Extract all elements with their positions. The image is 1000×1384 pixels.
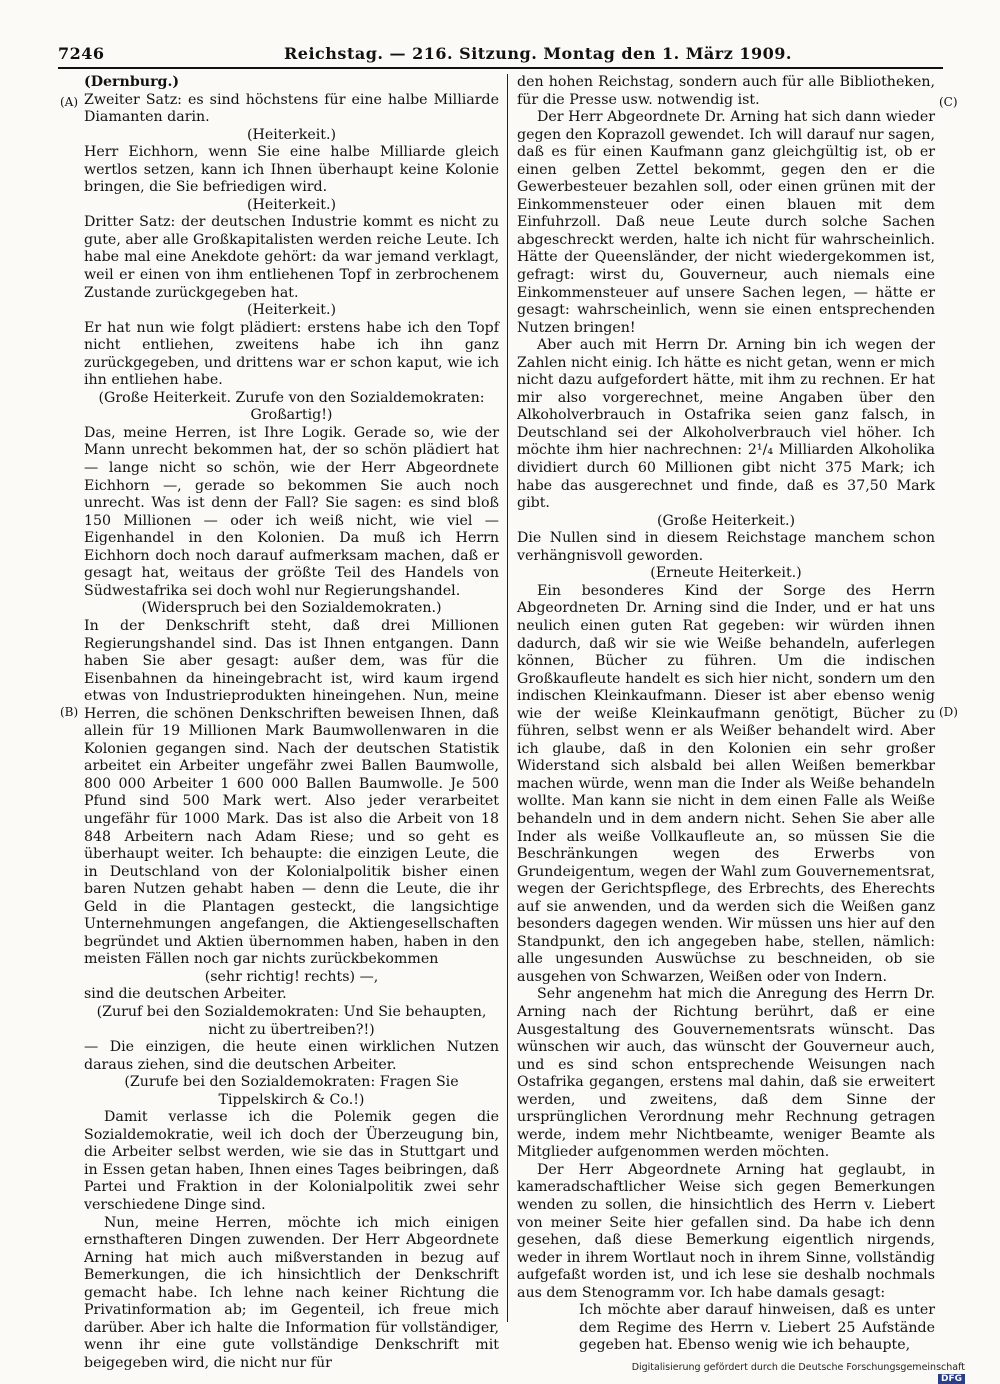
paragraph: Die Nullen sind in diesem Reichstage manchem schon verhängnisvoll geworden. [517, 530, 935, 564]
paragraph: In der Denkschrift steht, daß drei Millionen Regierungshandel sind. Das ist Ihnen entgangen. Dann haben Sie aber gesagt: außer dem, was für die Eisenbahnen da hineingebracht ist, wird kaum irgend etwas von Industrieprodukten hineingehen. Nun, meine Herren, die schönen Denkschriften beweisen Ihnen, daß allein für 19 Millionen Mark Baumwollenwaren in die Kolonien gegangen sind. Nach der deutschen Statistik arbeitet ein Arbeiter ungefähr zwei Ballen Baumwolle, 800 000 Arbeiter 1 600 000 Ballen Baumwolle. Je 500 Pfund sind 500 Mark wert. Also jeder verarbeitet ungefähr für 1000 Mark. Das ist also die Arbeit von 18 848 Arbeitern nach Adam Riese; und so geht es überhaupt weiter. Ich behaupte: die einzigen Leute, die in Deutschland von der Kolonialpolitik bisher einen baren Nutzen gehabt haben — denn die Leute, die ihr Geld in die Plantagen gesteckt, die langsichtige Unternehmungen angefangen, die Aktiengesellschaften begründet und Aktien übernommen haben, haben in den meisten Fällen noch gar nichts zurückbekommen [84, 617, 499, 968]
left-column [84, 74, 499, 1371]
interjection: (Heiterkeit.) [247, 302, 336, 319]
paragraph: Herr Eichhorn, wenn Sie eine halbe Milliarde gleich wertlos setzen, kann ich Ihnen überhaupt keine Kolonie bringen, die Sie befriedigen wird. [84, 144, 499, 196]
paragraph: den hohen Reichstag, sondern auch für alle Bibliotheken, für die Presse usw. notwendig ist. [517, 74, 935, 108]
paragraph: Der Herr Abgeordnete Dr. Arning hat sich dann wieder gegen den Koprazoll gewendet. Ich will darauf nur sagen, daß es für einen Kaufmann ganz gleichgültig ist, ob er einen gelben Zettel bekommt, gegen den er die Gewerbesteuer bezahlen soll, oder einen grünen mit der Einkommensteuer oder einen blauen mit dem Einfuhrzoll. Daß neue Leute durch solche Sachen abgeschreckt werden, halte ich nicht für wahrscheinlich. Hätte der Queensländer, der nicht wiedergekommen ist, gefragt: wirst du, Gouverneur, auch niemals eine Einkommensteuer auf unsere Sachen legen, — hätte er gesagt: wahrscheinlich, wenn sie einen entsprechenden Nutzen bringen! [517, 109, 935, 336]
paragraph: Das, meine Herren, ist Ihre Logik. Gerade so, wie der Mann unrecht bekommen hat, der so schön plädiert hat — lange nicht so schön, wie der Herr Abgeordnete Eichhorn —, gerade so bekommen Sie auch noch unrecht. Was ist denn der Fall? Sie sagen: es sind bloß 150 Millionen — oder ich weiß nicht, wie viel — Eigenhandel in den Kolonien. Da muß ich Herrn Eichhorn doch noch darauf aufmerksam machen, daß er gesagt hat, weitaus der größte Teil des Handels von Südwestafrika sei doch wohl nur Regierungshandel. [84, 424, 499, 599]
header-rule [58, 67, 943, 69]
interjection: (Große Heiterkeit.) [656, 512, 796, 529]
paragraph: Aber auch mit Herrn Dr. Arning bin ich wegen der Zahlen nicht einig. Ich hätte es nicht getan, wenn er mich nicht dazu aufgefordert hätte, mit ihm zu rechnen. Er hat mir also vorgerechnet, meine Angaben über den Alkoholverbrauch in Ostafrika seien ganz falsch, in Deutschland sei der Alkoholverbrauch viel höher. Ich möchte ihm hier nachrechnen: 2¹/₄ Milliarden Alkoholika dividiert durch 60 Millionen gibt nicht 375 Mark; ich habe das ausgerechnet und finde, daß es 37,50 Mark gibt. [517, 337, 935, 512]
interjection: (Heiterkeit.) [247, 196, 336, 213]
margin-marker-a: (A) [60, 95, 79, 109]
paragraph: Der Herr Abgeordnete Arning hat geglaubt, in kameradschaftlicher Weise sich gegen Bemerkungen wenden zu sollen, die hinsichtlich des Herrn v. Liebert von meiner Seite hier gefallen sind. Da habe ich denn gesehen, daß diese Bemerkung eigentlich nirgends, weder in ihrem Wortlaut noch in ihrem Sinne, vollständig aufgefaßt worden ist, und ich lese sie deshalb nochmals aus dem Stenogramm vor. Ich habe damals gesagt: [517, 1161, 935, 1301]
paragraph: Dritter Satz: der deutschen Industrie kommt es nicht zu gute, aber alle Großkapitalisten werden reiche Leute. Ich habe mal eine Anekdote gehört: da war jemand verklagt, weil er einen von ihm entliehenen Topf in zerbrochenem Zustande zurückgegeben hat. [84, 214, 499, 301]
interjection: (Große Heiterkeit. Zurufe von den Sozialdemokraten: Großartig!) [98, 389, 485, 424]
column-divider [507, 74, 508, 1322]
paragraph: sind die deutschen Arbeiter. [84, 986, 287, 1003]
page-footer [600, 1362, 965, 1384]
interjection: (Heiterkeit.) [247, 126, 336, 143]
paragraph: Ich möchte aber darauf hinweisen, daß es unter dem Regime des Herrn v. Liebert 25 Aufstände gegeben hat. Ebenso wenig wie ich behaupte, [579, 1302, 935, 1354]
paragraph: Sehr angenehm hat mich die Anregung des Herrn Dr. Arning nach der Richtung berührt, daß er eine Ausgestaltung des Gouvernementsrats wünscht. Das wünschen wir auch, das wünscht der Gouverneur auch, und es sind schon entsprechende Weisungen nach Ostafrika gegangen, erstens mal dahin, daß sie erweitert werden, und zweitens, daß dem Sinne der ursprünglichen Verordnung mehr Rechnung getragen werde, indem mehr Nichtbeamte, weniger Beamte als Mitglieder aufgenommen werden möchten. [517, 986, 935, 1161]
funding-note: Digitalisierung gefördert durch die Deutsche Forschungsgemeinschaft [631, 1362, 965, 1373]
speaker-name: (Dernburg.) [84, 74, 180, 90]
running-title: Reichstag. — 216. Sitzung. Montag den 1. März 1909. [284, 44, 792, 63]
margin-marker-b: (B) [60, 705, 79, 719]
paragraph: Zweiter Satz: es sind höchstens für eine halbe Milliarde Diamanten darin. [84, 91, 499, 126]
paragraph: Damit verlasse ich die Polemik gegen die Sozialdemokratie, weil ich doch der Überzeugung bin, die Arbeiter selbst werden, wie sie das in Stuttgart und in Essen getan haben, Ihnen eines Tages beibringen, daß Partei und Fraktion in der Kolonialpolitik zwei sehr verschiedene Dinge sind. [84, 1109, 499, 1213]
paragraph: Er hat nun wie folgt plädiert: erstens habe ich den Topf nicht entliehen, zweitens habe ich ihn ganz zurückgegeben, und drittens war er schon kaput, wie ich ihn entliehen habe. [84, 319, 499, 389]
interjection: (Zurufe bei den Sozialdemokraten: Fragen Sie Tippelskirch & Co.!) [124, 1074, 459, 1108]
paragraph: Nun, meine Herren, möchte ich mich einigen ernsthafteren Dingen zuwenden. Der Herr Abgeordnete Arning hat mich auch mißverstanden in bezug auf Bemerkungen, die ich hinsichtlich der Denkschrift gemacht habe. Ich lehne nach keiner Richtung die Privatinformation ab; im Gegenteil, ich freue mich darüber. Aber ich halte die Information für vollständiger, wenn ihr eine gute vollständige Denkschrift mit beigegeben wird, die nicht nur für [84, 1214, 499, 1371]
interjection: (Zuruf bei den Sozialdemokraten: Und Sie behaupten, nicht zu übertreiben?!) [96, 1003, 487, 1038]
margin-marker-c: (C) [939, 95, 958, 109]
right-column [517, 74, 935, 1354]
page-number: 7246 [58, 44, 105, 63]
paragraph: Ein besonderes Kind der Sorge des Herrn Abgeordneten Dr. Arning sind die Inder, und er hat uns neulich einen guten Rat gegeben: wir würden ihnen dadurch, daß wir sie wie Weiße behandeln, auferlegen können, Bücher zu führen. Um die indischen Großkaufleute handelt es sich hier nicht, sondern um den indischen Kleinkaufmann. Dieser ist aber ebenso wenig wie der weiße Kleinkaufmann genötigt, Bücher zu führen, selbst wenn er als Weißer behandelt wird. Aber ich glaube, daß in den Kolonien ein sehr großer Widerstand sich alsbald bei allen Weißen bemerkbar machen würde, wenn man die Inder als Weiße behandeln wollte. Man kann sie nicht in dem einen Falle als Weiße behandeln und in dem andern nicht. Sehen Sie aber alle Inder als weiße Vollkaufleute an, so müssen Sie die Beschränkungen wegen des Erwerbs von Grundeigentum, wegen der Wahl zum Gouvernementsrat, wegen der Gerichtspflege, des Erbrechts, des Eherechts auf sie anwenden, und da werden sich die Weißen ganz besonders dagegen wenden. Wir müssen uns hier auf den Standpunkt, den ich angegeben habe, stellen, nämlich: alle ungesunden Auswüchse zu beschneiden, ob sie ausgehen von Schwarzen, Weißen oder von Indern. [517, 582, 935, 985]
paragraph: — Die einzigen, die heute einen wirklichen Nutzen daraus ziehen, sind die deutschen Arbeiter. [84, 1039, 499, 1073]
interjection: (Erneute Heiterkeit.) [650, 565, 802, 582]
dfg-logo: DFG [938, 1374, 965, 1384]
page-header [58, 44, 943, 68]
interjection: (sehr richtig! rechts) —, [204, 968, 379, 985]
margin-marker-d: (D) [939, 705, 958, 719]
interjection: (Widerspruch bei den Sozialdemokraten.) [141, 600, 442, 617]
